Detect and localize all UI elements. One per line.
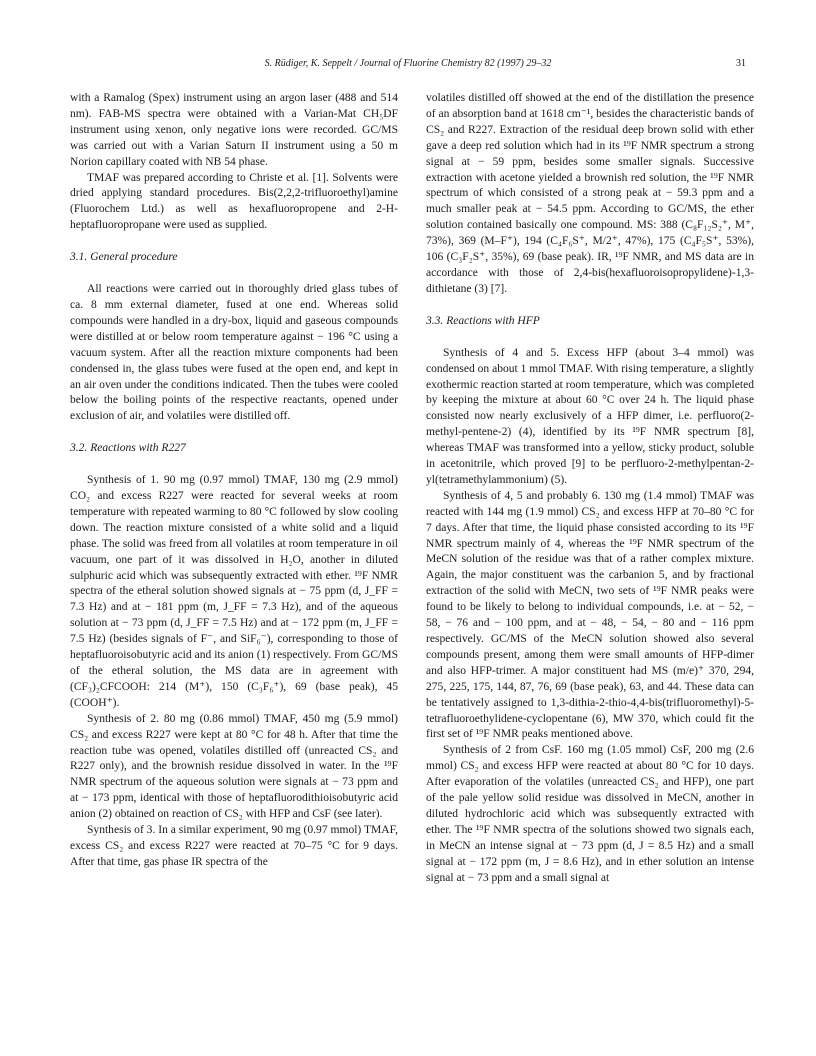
paragraph-synthesis-3: Synthesis of 3. In a similar experiment, 90 mg (0.97 mmol) TMAF, excess CS₂ and excess R227 were reacted at 70–75 °C for 9 days. After that time, gas phase IR spectra of the	[70, 824, 398, 868]
section-heading-reactions-hfp: 3.3. Reactions with HFP	[426, 314, 540, 327]
paragraph-materials: TMAF was prepared according to Christe et al. [1]. Solvents were dried applying standard procedures. Bis(2,2,2-trifluoroethyl)amine (Fluorochem Ltd.) as well as hexafluoropropene and 2-H-heptafluoropropane were used as supplied.	[70, 171, 398, 232]
paragraph-synthesis-2-csf: Synthesis of 2 from CsF. 160 mg (1.05 mmol) CsF, 200 mg (2.6 mmol) CS₂ and excess HFP were reacted at about 80 °C for 10 days. After evaporation of the volatiles (unreacted CS₂ and HFP), one part of the pale yellow solid residue was dissolved in MeCN, another in diluted hydrochloric acid which was subsequently extracted with ether. The ¹⁹F NMR spectra of the solutions showed two signals each, in MeCN an intense signal at − 73 ppm (d, J = 8.5 Hz) and a small signal at − 172 ppm (m, J = 8.6 Hz), and in ether solution an intense signal at − 73 ppm and a small signal at	[426, 744, 754, 884]
paragraph-synthesis-3-continued: volatiles distilled off showed at the end of the distillation the presence of an absorption band at 1618 cm⁻¹, besides the characteristic bands of CS₂ and R227. Extraction of the residual deep brown solid with ether gave a deep red solution which had in its ¹⁹F NMR spectrum a strong signal at − 59 ppm, besides some smaller signals. Successive extraction with acetone yielded a brownish red solution, the ¹⁹F NMR spectrum of which consisted of a strong peak at − 59.3 ppm and a much smaller peak at − 54.5 ppm. According to GC/MS, the ether solution contained basically one compound. MS: 388 (C₈F₁₂S₂⁺, M⁺, 73%), 369 (M–F⁺), 194 (C₄F₆S⁺, M/2⁺, 47%), 175 (C₄F₅S⁺, 53%), 106 (C₃F₂S⁺, 35%), 69 (base peak). IR, ¹⁹F NMR, and MS data are in accordance with those of 2,4-bis(hexafluoroisopropylidene)-1,3-dithietane (3) [7].	[426, 92, 754, 295]
section-heading-general-procedure: 3.1. General procedure	[70, 251, 178, 264]
left-column	[70, 91, 398, 871]
paragraph-synthesis-1: Synthesis of 1. 90 mg (0.97 mmol) TMAF, 130 mg (2.9 mmol) CO₂ and excess R227 were reacted for several weeks at room temperature with repeated warming to 80 °C followed by slow cooling down. The reaction mixture consisted of a white solid and a liquid phase. The solid was freed from all volatiles at room temperature in oil vacuum, one part of it was dissolved in H₂O, another in diluted sulphuric acid which was subsequently extracted with ether. ¹⁹F NMR spectra of the etheral solution showed signals at − 75 ppm (d, J_FF = 7.3 Hz) and at − 181 ppm (m, J_FF = 7.3 Hz), and of the aqueous solution at − 73 ppm (d, J_FF = 7.5 Hz) and at − 172 ppm (m, J_FF = 7.5 Hz) (besides signals of F⁻, and SiF₆⁻), corresponding to those of heptafluoroisobutyric acid and its anion (1) respectively. From GC/MS of the etheral solution, the MS data are in agreement with (CF₃)₂CFCOOH: 214 (M⁺), 150 (C₃F₆⁺), 69 (base peak), 45 (COOH⁺).	[70, 474, 398, 709]
section-heading-reactions-r227: 3.2. Reactions with R227	[70, 442, 186, 455]
paragraph-synthesis-2: Synthesis of 2. 80 mg (0.86 mmol) TMAF, 450 mg (5.9 mmol) CS₂ and excess R227 were kept at 80 °C for 48 h. After that time the reaction tube was opened, volatiles distilled off (unreacted CS₂ and R227 only), and the brownish residue dissolved in water. In the ¹⁹F NMR spectrum of the aqueous solution were signals at − 73 ppm and at − 173 ppm, identical with those of heptafluorodithioisobutyric acid anion (2) obtained on reaction of CS₂ with HFP and CsF (see later).	[70, 712, 398, 821]
paragraph-instruments: with a Ramalog (Spex) instrument using an argon laser (488 and 514 nm). FAB-MS spectra were obtained with a Varian-Mat CH₅DF instrument using xenon, only negative ions were recorded. GC/MS was carried out with a Varian Saturn II instrument using a 50 m Norion capillary coated with NB 54 phase.	[70, 92, 398, 168]
right-column	[426, 91, 754, 887]
paragraph-synthesis-4-5: Synthesis of 4 and 5. Excess HFP (about 3–4 mmol) was condensed on about 1 mmol TMAF. With rising temperature, a slightly exothermic reaction started at room temperature, which was completed by keeping the mixture at about 60 °C over 24 h. The liquid phase consisted now nearly exclusively of a HFP dimer, i.e. perfluoro(2-methyl-pentene-2) (4), identified by its ¹⁹F NMR spectrum [8], whereas TMAF was transformed into a yellow, sticky product, soluble in acetonitrile, which proved [9] to be perfluoro-2-methylpentan-2-yl(tetramethylammonium) (5).	[426, 346, 754, 486]
page-number: 31	[736, 58, 746, 69]
running-header	[70, 58, 746, 74]
running-head: S. Rüdiger, K. Seppelt / Journal of Fluorine Chemistry 82 (1997) 29–32	[264, 58, 552, 69]
paragraph-general-procedure: All reactions were carried out in thoroughly dried glass tubes of ca. 8 mm external diameter, fused at one end. Whereas solid compounds were handled in a dry-box, liquid and gaseous compounds were distilled at or below room temperature against − 196 °C using a vacuum system. After all the reaction mixture components had been condensed in, the glass tubes were fused at the open end, and kept in an air oven under the conditions indicated. Then the tubes were cooled below the boiling points of the respective reactants, opened under exclusion of air, and volatiles were distilled off.	[70, 283, 398, 423]
paragraph-synthesis-4-5-6: Synthesis of 4, 5 and probably 6. 130 mg (1.4 mmol) TMAF was reacted with 144 mg (1.9 mmol) CS₂ and excess HFP at 70–80 °C for 7 days. After that time, the liquid phase consisted according to its ¹⁹F NMR spectrum mainly of 4, whereas the ¹⁹F NMR spectrum of the MeCN solution of the residue was that of a rather complex mixture. Again, the major constituent was the carbanion 5, and by fractional extraction of the solid with MeCN, two sets of ¹⁹F NMR peaks were found to be likely to belong to individual compounds, i.e. at − 52, − 58, − 76 and − 100 ppm, and at − 48, − 54, − 80 and − 116 ppm respectively. GC/MS of the MeCN solution showed also several compounds present, among them were small amounts of HFP-dimer and also HFP-trimer. A major constituent had MS (m/e)⁺ 370, 294, 275, 225, 175, 144, 87, 76, 69 (base peak), 63, and 44. These data can be tentatively assigned to 1,3-dithia-2-thio-4,4-bis(trifluoromethyl)-5-tetrafluoroethylidene-cyclopentane (6), MW 370, which could fit the first set of ¹⁹F NMR peaks mentioned above.	[426, 489, 754, 741]
